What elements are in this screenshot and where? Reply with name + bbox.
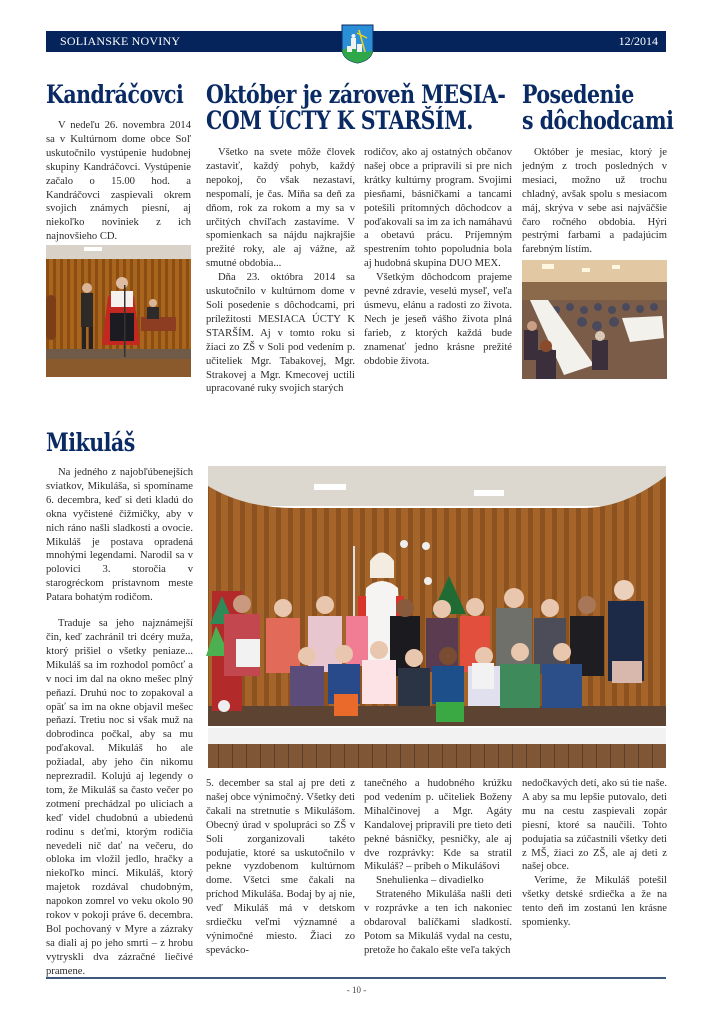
mikulas-column-3	[364, 777, 512, 958]
page-number: - 10 -	[346, 985, 367, 995]
mesiac-ucty-column-1	[206, 146, 355, 396]
paragraph: Všetkým dôchodcom prajeme pevné zdravie, veselú myseľ, veľa úsmevu, elánu a radosti zo života. Nech je jeseň vášho života plná farieb, z ktorých každá bude znamenať jedno krásne prežité obdobie života.	[364, 272, 512, 367]
issue-number: 12/2014	[618, 34, 658, 48]
kandracovci-photo	[46, 245, 191, 377]
mikulas-column-1	[46, 466, 193, 979]
paragraph: Traduje sa jeho najznámejší čin, keď zachránil tri dcéry muža, ktorý prišiel o všetky peniaze... Mikuláš sa im rozhodol pomôcť a v noci im dal na okno mešec plný peňazí. Druhú noc to zopakoval a opäť sa im na okne objavil mešec peňazí. Tretiu noc si však muž na dobrodinca počkal, aby sa mu poďakoval. Mikuláš ho ale požiadal, aby jeho čin nikomu neprezradil. Kolujú aj legendy o tom, že Mikuláš sa často večer po zotmení prechádzal po uliciach a keď videl chudobnú a ubiedenú rodinu s deťmi, ktorým rodičia nevedeli nič dať na večeru, do obloka im vložil jedlo, hračky a niekoľko mincí. Mikuláš, ktorý majetok rozdával chudobným, napokon zomrel vo veku okolo 90 rokov v pokoji práve 6. decembra. Bol pochovaný v Myre a zázraky sa diali aj po jeho smrti – z hrobu vytryskli dva zázračné liečivé pramene.	[46, 618, 193, 977]
children-with-st-nicholas-image	[204, 466, 666, 772]
mesiac-ucty-title-line1: Október je zároveň MESIA-	[206, 80, 506, 109]
paragraph: Strateného Mikuláša našli deti v rozprávke a ten ich nakoniec obdaroval balíčkami sladkostí. Potom sa Mikuláš vydal na cestu, pretože ho čakalo ešte veľa takých	[364, 889, 512, 956]
posedenie-title-line2: s dôchodcami	[522, 106, 674, 135]
mesiac-ucty-title-line2: COM ÚCTY K STARŠÍM.	[206, 106, 473, 135]
paragraph: nedočkavých detí, ako sú tie naše. A aby sa mu lepšie putovalo, deti mu na cestu zaspievali zopár piesní, ktoré sa naučili. Tohto podujatia sa zúčastnili všetky deti z MŠ, žiaci zo ZŠ, ale aj deti z našej obce.	[522, 778, 667, 873]
paragraph: 5. december sa stal aj pre deti z našej obce výnimočný. Všetky deti čakali na stretnutie s Mikulášom. Obecný úrad v spolupráci so ZŠ v Soli zorganizovali takéto podujatie, ktoré sa uskutočnilo v pekne vyzdobenom kultúrnom dome. Všetci sme čakali na príchod Mikuláša. Bodaj by aj nie, veď Mikuláš má v detskom srdiečku veľmi významné a výnimočné miesto. Žiaci zo spevácko-	[206, 778, 355, 956]
mikulas-group-photo	[204, 466, 666, 772]
posedenie-body	[522, 146, 667, 257]
mikulas-column-4	[522, 777, 667, 930]
mikulas-column-2	[206, 777, 355, 958]
paragraph: rodičov, ako aj ostatných občanov našej obce a pripravili si pre nich krátky kultúrny program. Svojimi piesňami, básničkami a tancami potešili prítomných dôchodcov a poďakovali sa im za ich namáhavú a obetavú prácu. Príjemným spestrením tohto popoludnia bola aj hudobná skupina DUO MEX.	[364, 147, 512, 270]
mesiac-ucty-column-2	[364, 146, 512, 369]
paragraph: Veríme, že Mikuláš potešil všetky detské srdiečka a že na tento deň im zostanú len krásne spomienky.	[522, 875, 667, 929]
coat-of-arms-icon	[341, 24, 374, 64]
paragraph: Dňa 23. októbra 2014 sa uskutočnilo v kultúrnom dome v Soli posedenie s dôchodcami, pri príležitosti MESIACA ÚCTY K STARŠÍM. Aj v tomto roku si žiaci zo ZŠ v Soli pod vedením p. učiteliek Mgr. Tabakovej, Mgr. Strakovej a Mgr. Kmecovej uctili upracované ruky svojich starých	[206, 272, 355, 395]
paragraph: tanečného a hudobného krúžku pod vedením p. učiteliek Boženy Mihalčinovej a Mgr. Agáty Kandalovej pripravili pre tieto deti pekné básničky, pesničky, ale aj dve rozprávky: Kde sa stratil Mikuláš? – príbeh o Mikulášovi	[364, 778, 512, 873]
paragraph: Snehulienka – divadielko	[376, 875, 484, 887]
seniors-hall-image	[522, 260, 667, 379]
kandracovci-body	[46, 119, 191, 244]
paragraph: Na jedného z najobľúbenejších sviatkov, Mikuláša, si spomíname 6. decembra, keď si deti kladú do okna vyčistené čižmičky, aby v nich ráno našli sladkosti a ovocie. Mikuláš je postava opradená mnohými legendami. Narodil sa v polovici 3. storočia v starogréckom prístavnom meste Patara bohatým rodičom.	[46, 467, 193, 604]
paragraph: Všetko na svete môže človek zastaviť, každý pohyb, každý nepokoj, čo však nezastaví, nespomalí, je čas. Míňa sa deň za dňom, rok za rokom a my sa v určitých chvíľach zastavíme. V spomienkach sa nájdu najkrajšie prežité roky, ale aj vážne, až smutné obdobia...	[206, 147, 355, 270]
band-on-stage-image	[46, 245, 191, 377]
paragraph: V nedeľu 26. novembra 2014 sa v Kultúrnom dome obce Soľ uskutočnilo vystúpenie hudobnej skupiny Kandráčovci. Vystúpenie začalo o 15.00 hod. a Kandráčovci zaspievali okrem svojich známych piesní, aj niekoľko noviniek z ich najnovšieho CD.	[46, 120, 191, 243]
publication-name: SOLIANSKE NOVINY	[60, 34, 181, 48]
mikulas-title: Mikuláš	[46, 428, 135, 457]
posedenie-title-line1: Posedenie	[522, 80, 634, 109]
posedenie-photo	[522, 260, 667, 379]
paragraph: Október je mesiac, ktorý je jedným z troch posledných v mesiaci, možno už trochu chladný, avšak spolu s mesiacom máj, skrýva v sebe asi najväčšie čaro ročného obdobia. Hýri pestrými farbami a padajúcim farebným lístím.	[522, 147, 667, 256]
footer-rule	[46, 977, 666, 979]
kandracovci-title: Kandráčovci	[46, 80, 184, 109]
